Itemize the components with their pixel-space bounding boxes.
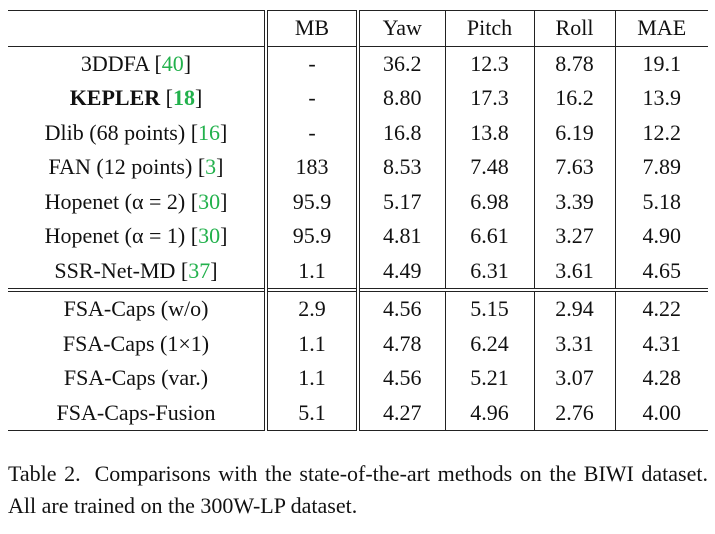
method-cell: KEPLER [18] [69,85,203,111]
mae-cell: 12.2 [615,116,708,151]
yaw-cell: 4.49 [358,254,445,291]
method-cell: FAN (12 points) [3] [48,154,224,180]
table-caption [8,458,708,522]
citation-link[interactable]: 3 [205,154,217,180]
header-yaw: Yaw [358,11,445,47]
yaw-cell: 8.53 [358,150,445,185]
pitch-cell: 6.24 [445,327,534,362]
yaw-cell: 16.8 [358,116,445,151]
roll-cell: 6.19 [534,116,615,151]
roll-cell: 3.61 [534,254,615,291]
yaw-cell: 4.78 [358,327,445,362]
citation-link[interactable]: 30 [198,223,221,249]
method-name: 3DDFA [80,50,149,76]
caption-text: Comparisons with the state-of-the-art methods on the BIWI dataset. All are trained on the 300W-LP dataset. [8,461,708,518]
mb-cell: 5.1 [266,396,358,431]
mb-cell: 1.1 [266,361,358,396]
header-mb: MB [266,11,358,47]
results-table-container [8,10,708,431]
method-cell [8,396,266,431]
method-name: FAN (12 points) [48,154,193,180]
table-row [8,327,708,362]
yaw-cell: 4.56 [358,361,445,396]
yaw-cell: 5.17 [358,185,445,220]
mb-cell: 1.1 [266,254,358,291]
roll-cell: 8.78 [534,46,615,81]
citation-link[interactable]: 40 [161,50,184,76]
mae-cell: 4.22 [615,290,708,327]
pitch-cell: 12.3 [445,46,534,81]
roll-cell: 3.27 [534,219,615,254]
pitch-cell: 13.8 [445,116,534,151]
mae-cell: 4.00 [615,396,708,431]
mae-cell: 13.9 [615,81,708,116]
roll-cell: 7.63 [534,150,615,185]
method-name: FSA-Caps (w/o) [63,296,209,322]
roll-cell: 3.07 [534,361,615,396]
method-cell: SSR-Net-MD [37] [54,257,218,283]
pitch-cell: 5.15 [445,290,534,327]
pitch-cell: 5.21 [445,361,534,396]
table-row [8,254,708,291]
table-row [8,361,708,396]
roll-cell: 16.2 [534,81,615,116]
pitch-cell: 7.48 [445,150,534,185]
mae-cell: 4.31 [615,327,708,362]
table-row [8,185,708,220]
header-pitch: Pitch [445,11,534,47]
yaw-cell: 4.56 [358,290,445,327]
method-cell: Hopenet (α = 1) [30] [44,223,228,249]
roll-cell: 2.76 [534,396,615,431]
method-name: Dlib (68 points) [44,119,186,145]
table-row [8,81,708,116]
mae-cell: 19.1 [615,46,708,81]
pitch-cell: 6.98 [445,185,534,220]
method-name: KEPLER [69,85,161,111]
method-name: FSA-Caps (1×1) [62,330,210,356]
mb-cell: - [266,46,358,81]
mae-cell: 4.28 [615,361,708,396]
pitch-cell: 6.61 [445,219,534,254]
pitch-cell: 6.31 [445,254,534,291]
yaw-cell: 4.27 [358,396,445,431]
citation-link[interactable]: 18 [172,85,195,111]
yaw-cell: 8.80 [358,81,445,116]
results-table-body [8,46,708,431]
roll-cell: 2.94 [534,290,615,327]
method-name: Hopenet (α = 2) [44,188,186,214]
method-cell [8,361,266,396]
method-cell [8,290,266,327]
mae-cell: 5.18 [615,185,708,220]
header-method [8,11,266,47]
method-name: SSR-Net-MD [54,257,176,283]
yaw-cell: 4.81 [358,219,445,254]
mb-cell: - [266,81,358,116]
roll-cell: 3.39 [534,185,615,220]
mb-cell: 95.9 [266,219,358,254]
mae-cell: 7.89 [615,150,708,185]
results-table [8,10,708,431]
pitch-cell: 17.3 [445,81,534,116]
mb-cell: 2.9 [266,290,358,327]
method-name: FSA-Caps (var.) [63,365,209,391]
citation-link[interactable]: 30 [198,188,221,214]
roll-cell: 3.31 [534,327,615,362]
method-cell: Hopenet (α = 2) [30] [44,188,228,214]
table-row [8,396,708,431]
yaw-cell: 36.2 [358,46,445,81]
caption-label: Table 2. [8,461,81,486]
citation-link[interactable]: 37 [188,257,211,283]
mae-cell: 4.65 [615,254,708,291]
mb-cell: - [266,116,358,151]
table-row [8,290,708,327]
mb-cell: 183 [266,150,358,185]
mae-cell: 4.90 [615,219,708,254]
header-row [8,11,708,47]
citation-link[interactable]: 16 [198,119,221,145]
mb-cell: 95.9 [266,185,358,220]
method-cell [8,327,266,362]
method-cell: Dlib (68 points) [16] [44,119,228,145]
header-roll: Roll [534,11,615,47]
method-name: Hopenet (α = 1) [44,223,186,249]
table-row [8,219,708,254]
method-cell: 3DDFA [40] [80,50,192,76]
table-row [8,46,708,81]
pitch-cell: 4.96 [445,396,534,431]
header-mae: MAE [615,11,708,47]
table-row [8,116,708,151]
mb-cell: 1.1 [266,327,358,362]
method-name: FSA-Caps-Fusion [56,399,216,425]
table-row [8,150,708,185]
